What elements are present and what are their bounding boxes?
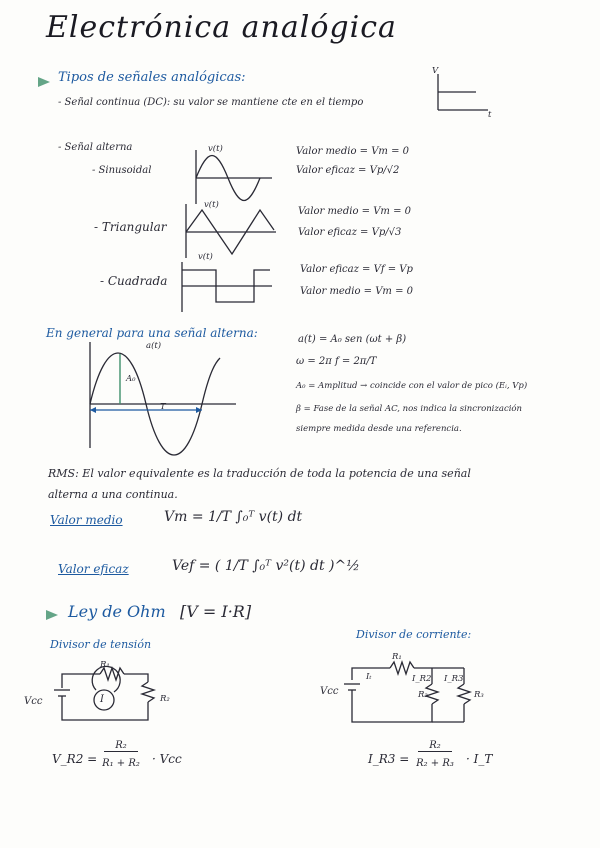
period-label: T bbox=[160, 402, 166, 412]
alterna-label: - Señal alterna bbox=[58, 142, 133, 153]
ir3-lhs: I_R3 = bbox=[368, 752, 410, 766]
rms-definition: RMS: El valor equivalente es la traducción de toda la potencia de una señal bbox=[48, 467, 471, 480]
r2-label-corriente: R₂ bbox=[418, 690, 428, 700]
arrow-bullet-icon bbox=[38, 76, 52, 88]
valor-medio-label: Valor medio bbox=[50, 513, 123, 527]
general-heading: En general para una señal alterna: bbox=[46, 326, 258, 340]
general-eq-amplitude: A₀ = Amplitud → coincide con el valor de pico (Eᵢ, Vp) bbox=[296, 381, 528, 391]
valor-eficaz-formula: Vef = ( 1/T ∫₀ᵀ v²(t) dt )^½ bbox=[172, 558, 360, 574]
general-eq-signal: a(t) = A₀ sen (ωt + β) bbox=[298, 334, 407, 345]
general-sine-graph bbox=[80, 340, 240, 452]
ir3-label: I_R3 bbox=[444, 674, 464, 684]
tipos-heading: Tipos de señales analógicas: bbox=[58, 70, 246, 85]
square-wave-graph bbox=[176, 258, 276, 316]
sq-mean-formula: Valor medio = Vm = 0 bbox=[300, 286, 414, 297]
r1-label-corriente: R₁ bbox=[392, 652, 402, 662]
sine-rms-formula: Valor eficaz = Vp/√2 bbox=[296, 165, 400, 176]
divisor-tension-title: Divisor de tensión bbox=[50, 638, 152, 651]
r2-label-tension: R₂ bbox=[160, 694, 170, 704]
tri-rms-formula: Valor eficaz = Vp/√3 bbox=[298, 227, 402, 238]
cuadrada-label: - Cuadrada bbox=[100, 274, 168, 288]
vr2-lhs: V_R2 = bbox=[52, 752, 98, 766]
tri-axis-label: v(t) bbox=[204, 200, 219, 210]
valor-eficaz-label: Valor eficaz bbox=[58, 562, 129, 576]
tri-mean-formula: Valor medio = Vm = 0 bbox=[298, 206, 412, 217]
sine-axis-label: v(t) bbox=[208, 144, 223, 154]
general-eq-phase: β = Fase de la señal AC, nos indica la sincronización bbox=[296, 404, 523, 414]
divisor-corriente-title: Divisor de corriente: bbox=[356, 628, 472, 641]
current-i-label: I bbox=[100, 694, 104, 705]
sq-axis-label: v(t) bbox=[198, 252, 213, 262]
sq-rms-formula: Valor eficaz = Vf = Vp bbox=[300, 264, 413, 275]
ir2-label: I_R2 bbox=[412, 674, 432, 684]
rms-definition-cont: alterna a una continua. bbox=[48, 488, 178, 501]
ohm-law: [V = I·R] bbox=[180, 602, 252, 621]
r1-label-tension: R₁ bbox=[100, 660, 110, 670]
dc-axis-v: V bbox=[432, 66, 439, 76]
valor-medio-formula: Vm = 1/T ∫₀ᵀ v(t) dt bbox=[164, 509, 303, 525]
sine-wave-graph bbox=[190, 148, 280, 208]
triangular-wave-graph bbox=[180, 202, 280, 260]
page-title: Electrónica analógica bbox=[46, 10, 397, 45]
arrow-bullet-icon bbox=[46, 609, 60, 621]
amplitude-label: A₀ bbox=[126, 374, 136, 384]
ir3-numerator: R₂ bbox=[418, 740, 452, 752]
dc-axis-t: t bbox=[488, 110, 492, 120]
general-axis-label: a(t) bbox=[146, 341, 162, 351]
sine-mean-formula: Valor medio = Vm = 0 bbox=[296, 146, 410, 157]
vr2-numerator: R₂ bbox=[104, 740, 138, 752]
it-label: Iₜ bbox=[366, 672, 372, 682]
sinusoidal-label: - Sinusoidal bbox=[92, 165, 152, 176]
vcc-label-corriente: Vcc bbox=[320, 686, 339, 697]
ohm-heading: Ley de Ohm bbox=[68, 602, 166, 621]
r3-label-corriente: R₃ bbox=[474, 690, 484, 700]
vr2-denominator: R₁ + R₂ bbox=[102, 758, 140, 769]
dc-description: - Señal continua (DC): su valor se mantiene cte en el tiempo bbox=[58, 97, 364, 108]
ir3-tail: · I_T bbox=[466, 752, 493, 766]
vr2-tail: · Vcc bbox=[152, 752, 182, 766]
triangular-label: - Triangular bbox=[94, 220, 167, 234]
vcc-label-tension: Vcc bbox=[24, 696, 43, 707]
current-divider-circuit bbox=[340, 650, 490, 730]
ir3-denominator: R₂ + R₃ bbox=[416, 758, 454, 769]
general-eq-phase-note: siempre medida desde una referencia. bbox=[296, 424, 462, 434]
general-eq-omega: ω = 2π f = 2π/T bbox=[296, 356, 377, 367]
